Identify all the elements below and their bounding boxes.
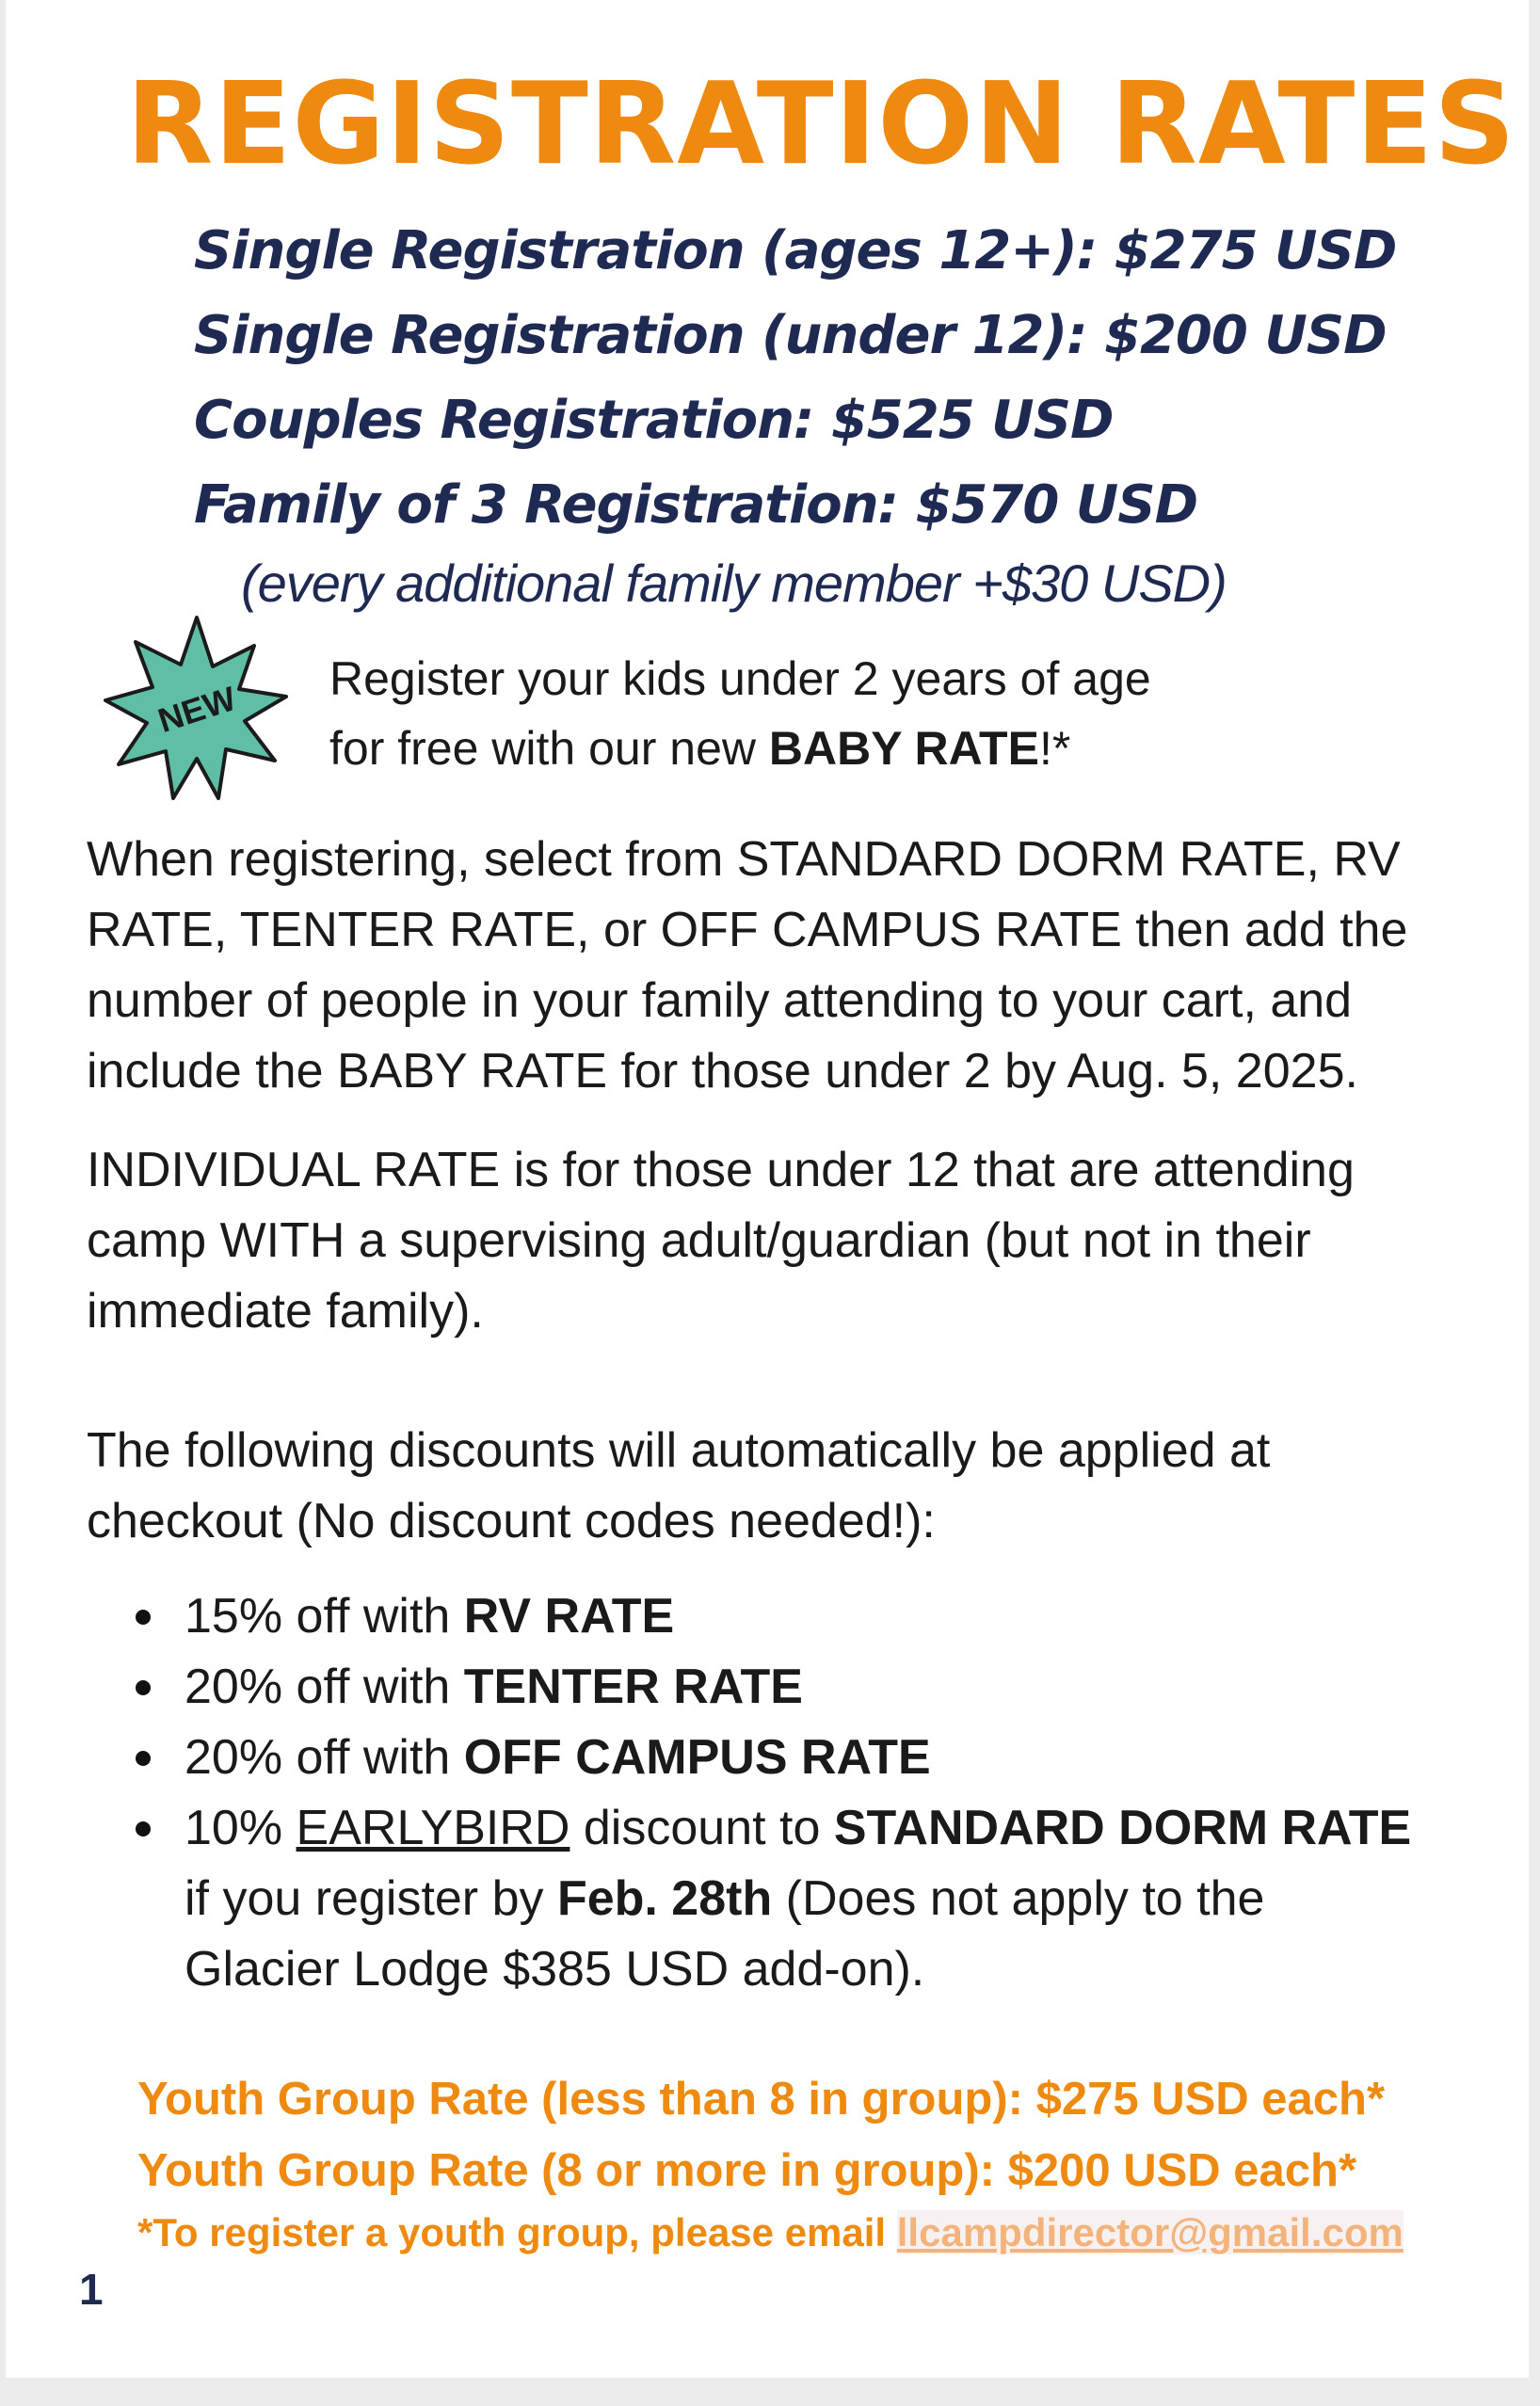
starburst-icon	[98, 610, 296, 808]
youth-register-note	[137, 2205, 1404, 2261]
discount-rate-name: STANDARD DORM RATE	[833, 1801, 1412, 1855]
baby-note-line-1: Register your kids under 2 years of age	[329, 652, 1151, 705]
rate-single-under-12: Single Registration (under 12): $200 USD	[194, 305, 1387, 366]
individual-rate-note	[87, 1135, 1355, 1347]
discount-rate-name: OFF CAMPUS RATE	[463, 1730, 931, 1785]
email-link[interactable]: llcampdirector@gmail.com	[896, 2210, 1404, 2254]
rate-family-of-3: Family of 3 Registration: $570 USD	[194, 474, 1198, 536]
discount-text: 20% off with	[184, 1660, 464, 1714]
page-title: REGISTRATION RATES	[126, 59, 1516, 190]
youth-rate-small-group: Youth Group Rate (less than 8 in group): $275 USD each*	[137, 2074, 1386, 2125]
baby-rate-label: BABY RATE	[768, 722, 1039, 775]
additional-member-note: (every additional family member +$30 USD)	[241, 553, 1227, 613]
discount-list	[128, 1581, 1411, 2005]
discount-text: if you register by	[184, 1871, 557, 1926]
baby-note-suffix: !*	[1038, 722, 1071, 775]
discount-rate-name: RV RATE	[463, 1589, 675, 1644]
youth-rate-large-group: Youth Group Rate (8 or more in group): $200 USD each*	[137, 2145, 1357, 2196]
discount-rate-name: TENTER RATE	[463, 1660, 803, 1714]
new-badge-label: NEW	[152, 679, 241, 740]
rate-list	[194, 209, 1396, 548]
paragraph-line: INDIVIDUAL RATE is for those under 12 that are attending	[87, 1143, 1355, 1197]
new-badge	[98, 610, 296, 808]
discount-text: (Does not apply to the	[772, 1871, 1265, 1926]
discount-text: discount to	[569, 1801, 834, 1855]
discount-tenter	[128, 1652, 1411, 1723]
discount-text: Glacier Lodge $385 USD add-on).	[184, 1942, 925, 1997]
discount-earlybird	[128, 1793, 1411, 2005]
registering-instructions	[87, 825, 1407, 1107]
bullet-icon	[136, 1610, 151, 1625]
rate-couples: Couples Registration: $525 USD	[194, 390, 1114, 451]
rate-single-12-plus: Single Registration (ages 12+): $275 USD	[194, 220, 1397, 281]
paragraph-line: The following discounts will automatically be applied at	[87, 1423, 1271, 1478]
flyer-page	[6, 0, 1529, 2378]
earlybird-label: EARLYBIRD	[296, 1801, 570, 1855]
paragraph-line: include the BABY RATE for those under 2 by Aug. 5, 2025.	[87, 1044, 1358, 1099]
page-number: 1	[79, 2265, 104, 2314]
baby-note-line-2	[329, 714, 1151, 783]
discount-rv	[128, 1581, 1411, 1652]
discount-text: 20% off with	[184, 1730, 464, 1785]
paragraph-line: immediate family).	[87, 1284, 484, 1339]
discounts-intro	[87, 1416, 1270, 1557]
discount-text: 15% off with	[184, 1589, 464, 1644]
baby-note-text: for free with our new	[329, 722, 769, 775]
paragraph-line: RATE, TENTER RATE, or OFF CAMPUS RATE then add the	[87, 903, 1408, 957]
youth-register-text: *To register a youth group, please email	[137, 2210, 897, 2254]
discount-off-campus	[128, 1723, 1411, 1793]
paragraph-line: checkout (No discount codes needed!):	[87, 1494, 936, 1548]
bullet-icon	[136, 1751, 151, 1766]
paragraph-line: number of people in your family attending to your cart, and	[87, 973, 1353, 1028]
discount-text: 10%	[184, 1801, 297, 1855]
bullet-icon	[136, 1821, 151, 1837]
baby-rate-note	[329, 644, 1151, 783]
paragraph-line: camp WITH a supervising adult/guardian (but not in their	[87, 1213, 1311, 1268]
paragraph-line: When registering, select from STANDARD DORM RATE, RV	[87, 832, 1401, 887]
bullet-icon	[136, 1680, 151, 1695]
earlybird-deadline: Feb. 28th	[556, 1871, 773, 1926]
